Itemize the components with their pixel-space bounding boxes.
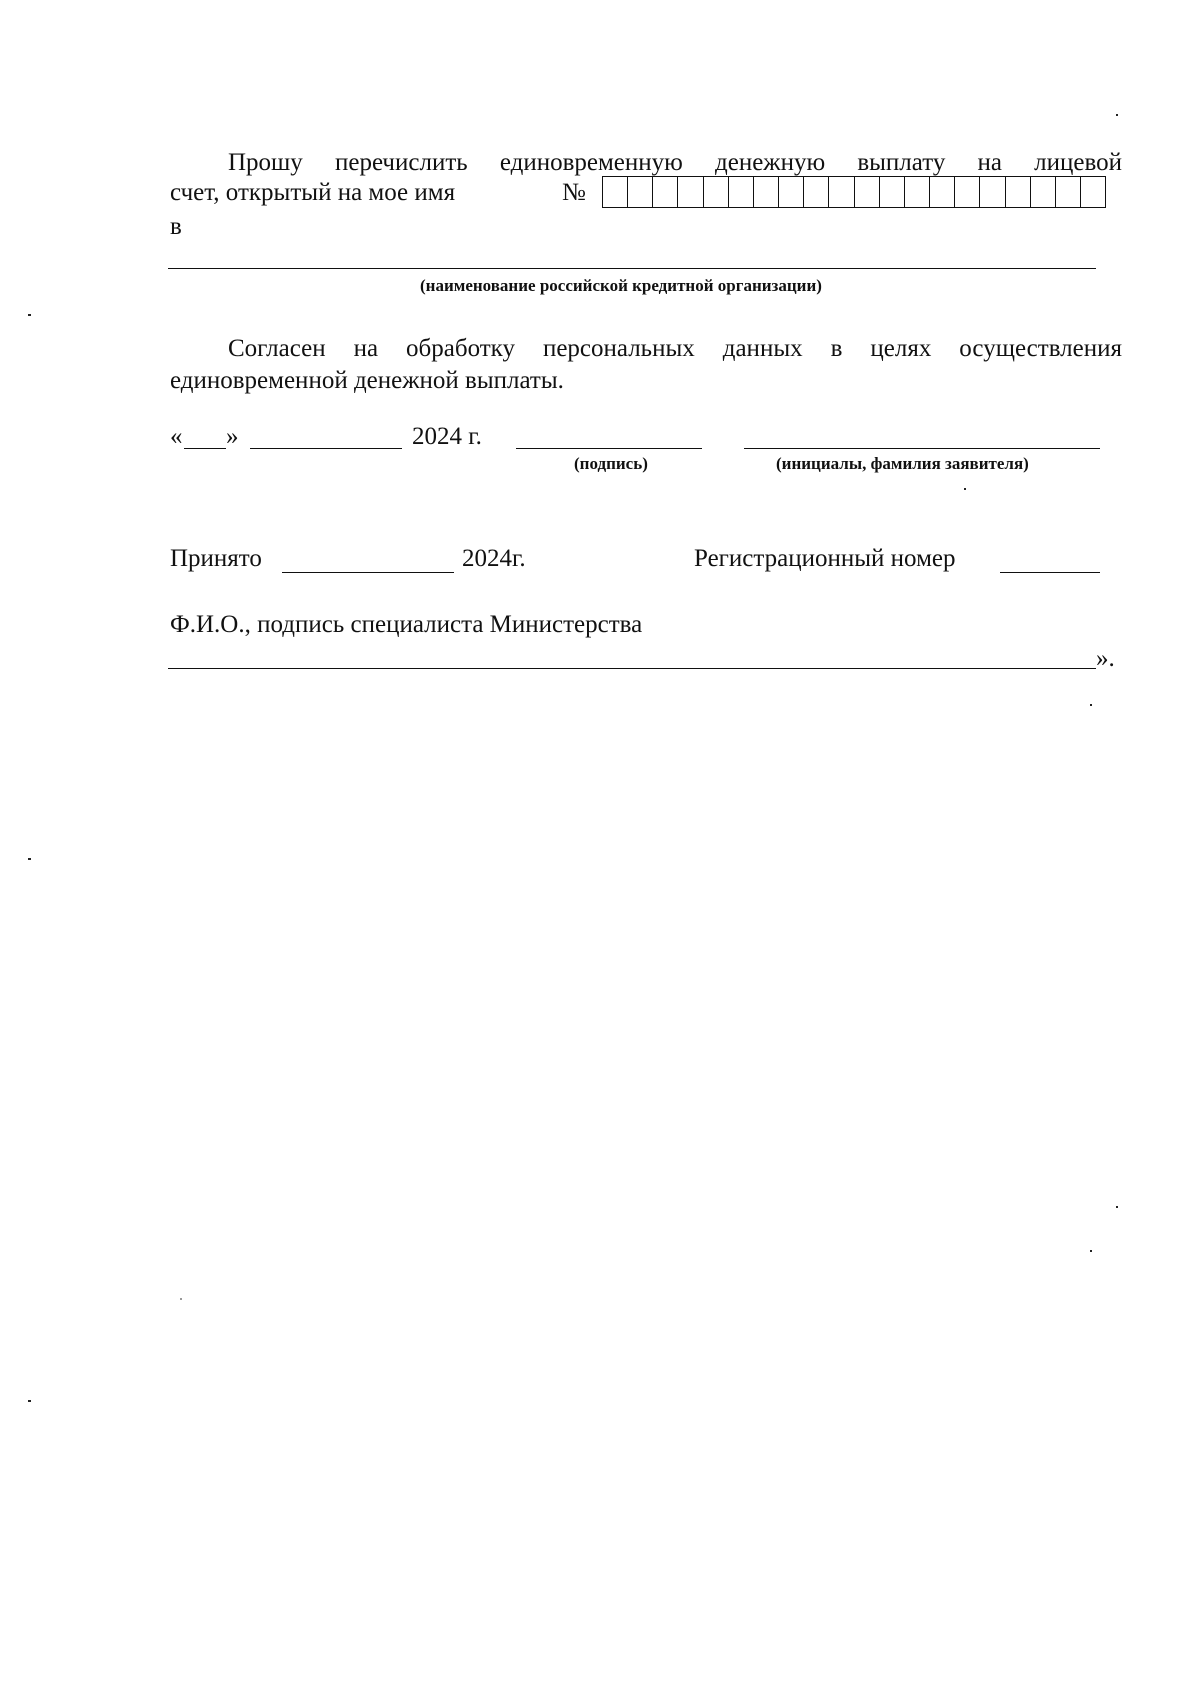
scan-speck <box>964 488 966 490</box>
account-digit-box[interactable] <box>754 177 779 207</box>
reg-number-label: Регистрационный номер <box>694 545 956 572</box>
number-sign: № <box>562 179 586 206</box>
request-line-2: счет, открытый на мое имя <box>170 179 456 206</box>
account-digit-box[interactable] <box>980 177 1005 207</box>
account-digit-box[interactable] <box>1056 177 1081 207</box>
request-line-3: в <box>170 213 182 240</box>
scan-speck <box>180 1298 182 1300</box>
account-digit-box[interactable] <box>1031 177 1056 207</box>
consent-line-1: Согласен на обработку персональных данных в целях осуществления <box>228 335 1122 362</box>
accepted-date-line[interactable] <box>282 572 454 573</box>
scan-speck <box>28 858 31 860</box>
bank-name-line[interactable] <box>168 268 1096 269</box>
scan-speck <box>1090 1250 1092 1252</box>
applicant-name-caption: (инициалы, фамилия заявителя) <box>776 454 1029 473</box>
account-digit-box[interactable] <box>880 177 905 207</box>
account-digit-box[interactable] <box>829 177 854 207</box>
scan-speck <box>1090 704 1092 706</box>
scan-speck <box>1116 114 1118 116</box>
account-digit-box[interactable] <box>628 177 653 207</box>
signature-line[interactable] <box>516 448 702 449</box>
account-digit-box[interactable] <box>653 177 678 207</box>
account-digit-box[interactable] <box>729 177 754 207</box>
account-digit-box[interactable] <box>779 177 804 207</box>
date-quote-open: « <box>170 423 183 450</box>
account-digit-box[interactable] <box>1081 177 1105 207</box>
applicant-name-line[interactable] <box>744 448 1100 449</box>
date-quote-close: » <box>226 423 239 450</box>
reg-number-line[interactable] <box>1000 572 1100 573</box>
date-month-line[interactable] <box>250 448 402 449</box>
account-digit-box[interactable] <box>930 177 955 207</box>
account-digit-box[interactable] <box>955 177 980 207</box>
scan-speck <box>28 314 31 316</box>
bank-caption: (наименование российской кредитной организации) <box>420 276 822 295</box>
accepted-label: Принято <box>170 545 262 572</box>
scan-speck <box>1116 1206 1118 1208</box>
account-digit-box[interactable] <box>704 177 729 207</box>
consent-line-2: единовременной денежной выплаты. <box>170 367 564 394</box>
consent-paragraph <box>170 334 1122 364</box>
accepted-year: 2024г. <box>462 545 526 572</box>
account-number-boxes[interactable] <box>602 176 1106 208</box>
closing-quote: ». <box>1096 645 1115 672</box>
date-day-line[interactable] <box>184 448 226 449</box>
account-digit-box[interactable] <box>804 177 829 207</box>
account-digit-box[interactable] <box>603 177 628 207</box>
specialist-label: Ф.И.О., подпись специалиста Министерства <box>170 611 643 638</box>
account-digit-box[interactable] <box>905 177 930 207</box>
date-year: 2024 г. <box>412 423 482 450</box>
account-digit-box[interactable] <box>678 177 703 207</box>
specialist-line[interactable] <box>168 668 1096 669</box>
signature-caption: (подпись) <box>574 454 648 473</box>
account-digit-box[interactable] <box>1006 177 1031 207</box>
request-paragraph <box>170 148 1122 178</box>
scan-speck <box>28 1400 31 1402</box>
account-digit-box[interactable] <box>855 177 880 207</box>
request-line-1: Прошу перечислить единовременную денежную выплату на лицевой <box>228 149 1122 176</box>
